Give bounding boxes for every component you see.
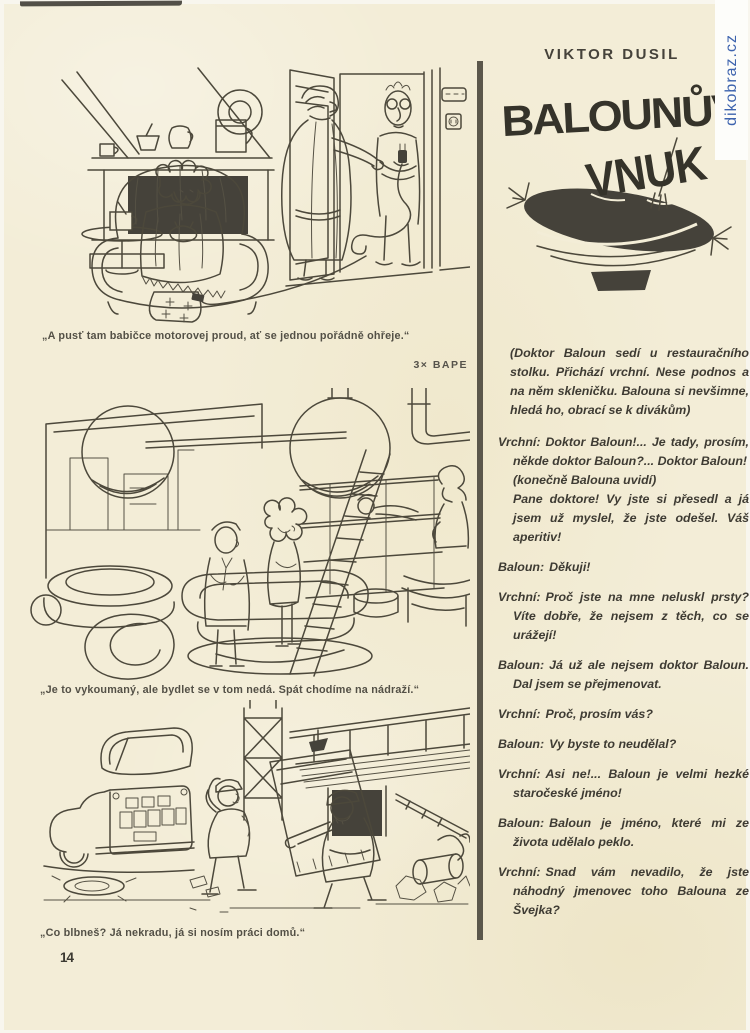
open-door bbox=[290, 68, 466, 280]
dialogue-text: Děkuji! bbox=[549, 560, 591, 574]
speaker-name: Vrchní: bbox=[498, 767, 541, 781]
dialogue-text: (konečně Balouna uvidí) bbox=[513, 473, 657, 487]
cartoon-3-illustration bbox=[30, 700, 470, 918]
cartoon-1-caption: „A pusť tam babičce motorovej proud, ať se jednou pořádně ohřeje.“ bbox=[42, 330, 410, 342]
dialogue-text: Já už ale nejsem doktor Baloun. Dal jsem se přejmenovat. bbox=[513, 658, 749, 691]
title-word-1: BALOUNŮV bbox=[500, 86, 731, 147]
cartoon-1-illustration bbox=[34, 62, 470, 326]
speaker-name: Baloun: bbox=[498, 737, 545, 751]
watermark-text: dikobraz.cz bbox=[722, 34, 740, 126]
dialogue-text: Pane doktore! Vy jste si přesedl a já jsem už myslel, že jste odešel. Váš aperitiv! bbox=[513, 492, 749, 544]
organic-furniture bbox=[31, 566, 398, 679]
speaker-name: Baloun: bbox=[498, 560, 545, 574]
speaker-name: Vrchní: bbox=[498, 865, 541, 879]
dialogue-entry bbox=[498, 588, 749, 645]
title-artwork bbox=[499, 84, 743, 296]
dialogue-entry bbox=[498, 735, 749, 754]
dialogue-entry bbox=[498, 863, 749, 920]
wall-circle-decor bbox=[218, 90, 262, 134]
dialogue-text: Baloun je jméno, které mi ze života udělalo peklo. bbox=[513, 816, 749, 849]
cartoon-2-illustration bbox=[30, 388, 470, 680]
speaker-name: Vrchní: bbox=[498, 435, 541, 449]
watermark-strip bbox=[715, 0, 748, 160]
page-number: 14 bbox=[60, 950, 74, 965]
speaker-name: Baloun: bbox=[498, 816, 545, 830]
dialogue-text: Doktor Baloun!... Je tady, prosím, někde doktor Baloun?... Doktor Baloun! bbox=[513, 435, 749, 468]
dialogue-text: Proč jste na mne neluskl prsty? Víte dobře, že nejsem z těch, co se urážejí! bbox=[513, 590, 749, 642]
dialogue-entry bbox=[498, 705, 749, 724]
dialogue-entry bbox=[498, 558, 749, 577]
man-with-plug bbox=[376, 82, 420, 266]
woman-at-counter bbox=[402, 466, 470, 626]
cartoon-3-caption: „Co blbneš? Já nekradu, já si nosím práci domů.“ bbox=[40, 927, 306, 939]
dialogue-entry bbox=[498, 433, 749, 547]
dialogue-text: Asi ne!... Baloun je velmi hezké staročeské jméno! bbox=[513, 767, 749, 800]
dialogue-text: Snad vám nevadilo, že jste náhodný jmenovec toho Balouna ze Švejka? bbox=[513, 865, 749, 917]
car-with-bricks bbox=[44, 728, 194, 902]
stage-direction: (Doktor Baloun sedí u restauračního stolku. Přichází vrchní. Nese podnos a na něm skleničku. Balouna si nevšimne, hledá ho, obrací se k divákům) bbox=[510, 346, 749, 417]
speaker-name: Vrchní: bbox=[498, 707, 541, 721]
dialogue-entry bbox=[498, 656, 749, 694]
speaker-name: Vrchní: bbox=[498, 590, 541, 604]
play-script bbox=[498, 344, 749, 931]
dialogue-text: Proč, prosím vás? bbox=[545, 707, 653, 721]
author-name: VIKTOR DUSIL bbox=[544, 46, 680, 63]
speaker-name: Baloun: bbox=[498, 658, 545, 672]
column-divider-rule bbox=[477, 61, 483, 940]
dialogue-entry bbox=[498, 765, 749, 803]
dialogue-text: Vy byste to neudělal? bbox=[549, 737, 677, 751]
woman-figure bbox=[282, 86, 384, 280]
rubble-pile bbox=[44, 834, 470, 912]
cartoonist-credit: 3× BAPE bbox=[413, 359, 468, 371]
scan-edge-smudge bbox=[20, 1, 182, 7]
dialogue-entry bbox=[498, 814, 749, 852]
cartoon-2-caption: „Je to vykoumaný, ale bydlet se v tom nedá. Spát chodíme na nádraží.“ bbox=[40, 684, 420, 696]
title-word-2: VNUK bbox=[582, 135, 722, 209]
